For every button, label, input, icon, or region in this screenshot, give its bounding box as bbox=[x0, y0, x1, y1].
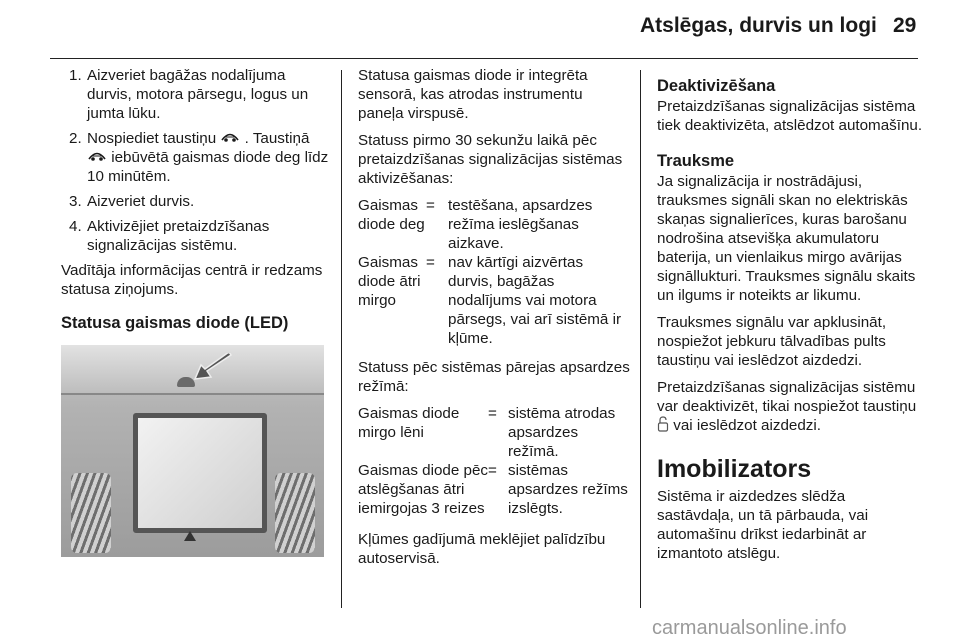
paragraph: Kļūmes gadījumā meklējiet palīdzību autoservisā. bbox=[358, 531, 606, 567]
paragraph: Trauksmes signālu var apklusināt, nospiežot jebkuru tālvadības pults taustiņu vai ieslēdzot aizdedzi. bbox=[657, 314, 887, 369]
paragraph: Ja signalizācija ir nostrādājusi, trauksmes signāli skan no elektriskās skaņas signalierīces, kuras barošanu nodrošina atsevišķa akumulatoru baterija, un vienlaikus mirgo avārijas signāllukturi. Trauksmes signālu skaits un ilgums ir noteikts ar likumu. bbox=[657, 173, 916, 304]
step-text: Aizveriet durvis. bbox=[87, 193, 195, 210]
page-title: Atslēgas, durvis un logi bbox=[640, 14, 877, 37]
deactivation-heading: Deaktivizēšana bbox=[657, 77, 776, 95]
definition-row bbox=[358, 196, 630, 253]
dashboard-photo bbox=[61, 345, 324, 557]
page-number: 29 bbox=[893, 14, 917, 37]
step-text: Nospiediet taustiņu bbox=[87, 130, 217, 147]
step-number: 3. bbox=[69, 193, 82, 210]
header-rule bbox=[50, 58, 918, 59]
definition-desc: testēšana, apsardzes režīma ieslēgšanas aizkave. bbox=[448, 197, 593, 252]
step-4 bbox=[61, 217, 333, 255]
step-text: iebūvētā gaismas diode deg līdz 10 minūtēm. bbox=[87, 149, 329, 185]
step-text: Aizveriet bagāžas nodalījuma durvis, motora pārsegu, logus un jumta lūku. bbox=[87, 67, 309, 122]
definition-equals: = bbox=[488, 462, 497, 479]
step-number: 1. bbox=[69, 67, 82, 84]
steps-list bbox=[61, 66, 333, 255]
column-3 bbox=[657, 66, 925, 571]
step-text: Aktivizējiet pretaizdzīšanas signalizācijas sistēmu. bbox=[87, 218, 270, 254]
column-divider-1 bbox=[341, 70, 342, 608]
definition-row bbox=[358, 461, 630, 518]
display-screen bbox=[133, 413, 267, 533]
unlock-button-icon bbox=[657, 416, 669, 437]
paragraph-text: Pretaizdzīšanas signalizācijas sistēmu var deaktivizēt, tikai nospiežot taustiņu bbox=[657, 379, 917, 415]
column-divider-2 bbox=[640, 70, 641, 608]
paragraph: Statuss pirmo 30 sekunžu laikā pēc pretaizdzīšanas signalizācijas sistēmas aktivizēšanas: bbox=[358, 132, 623, 187]
definition-equals: = bbox=[426, 254, 435, 271]
air-vent-left bbox=[71, 473, 111, 553]
column-2 bbox=[358, 66, 630, 576]
antitheft-button-icon bbox=[87, 149, 111, 166]
definition-desc: sistēma atrodas apsardzes režīmā. bbox=[508, 405, 616, 460]
step-2 bbox=[61, 129, 333, 186]
definition-desc: nav kārtīgi aizvērtas durvis, bagāžas nodalījums vai motora pārsegs, vai arī sistēmā ir kļūme. bbox=[448, 254, 622, 347]
air-vent-right bbox=[275, 473, 315, 553]
step-3 bbox=[61, 192, 333, 211]
step-number: 2. bbox=[69, 130, 82, 147]
paragraph: Sistēma ir aizdedzes slēdža sastāvdaļa, un tā pārbauda, vai automašīnu drīkst iedarbināt ar izmantoto atslēgu. bbox=[657, 488, 869, 562]
hazard-icon bbox=[184, 531, 196, 541]
info-paragraph: Vadītāja informācijas centrā ir redzams statusa ziņojums. bbox=[61, 262, 323, 298]
paragraph: Statuss pēc sistēmas pārejas apsardzes režīmā: bbox=[358, 359, 630, 395]
arrow-icon bbox=[191, 353, 235, 383]
step-1 bbox=[61, 66, 333, 123]
step-number: 4. bbox=[69, 218, 82, 235]
definition-term: Gaismas diode mirgo lēni bbox=[358, 405, 460, 441]
definition-desc: sistēmas apsardzes režīms izslēgts. bbox=[508, 462, 628, 517]
definition-term: Gaismas diode pēc atslēgšanas ātri iemirgojas 3 reizes bbox=[358, 462, 489, 517]
step-text: . Taustiņā bbox=[244, 130, 310, 147]
definition-row bbox=[358, 253, 630, 348]
antitheft-button-icon bbox=[220, 130, 244, 147]
column-1 bbox=[61, 66, 333, 557]
definition-term: Gaismas diode deg bbox=[358, 197, 425, 233]
led-heading: Statusa gaismas diode (LED) bbox=[61, 314, 289, 332]
definition-term: Gaismas diode ātri mirgo bbox=[358, 254, 421, 309]
alarm-heading: Trauksme bbox=[657, 152, 735, 170]
definition-equals: = bbox=[488, 405, 497, 422]
watermark: carmanualsonline.info bbox=[652, 617, 847, 639]
paragraph bbox=[657, 378, 925, 437]
paragraph: Pretaizdzīšanas signalizācijas sistēma tiek deaktivizēta, atslēdzot automašīnu. bbox=[657, 98, 923, 134]
paragraph-text: vai ieslēdzot aizdedzi. bbox=[673, 417, 821, 434]
immobilizer-heading: Imobilizators bbox=[657, 455, 812, 483]
paragraph: Statusa gaismas diode ir integrēta sensorā, kas atrodas instrumentu paneļa virspusē. bbox=[358, 67, 588, 122]
definition-row bbox=[358, 404, 630, 461]
definition-equals: = bbox=[426, 197, 435, 214]
